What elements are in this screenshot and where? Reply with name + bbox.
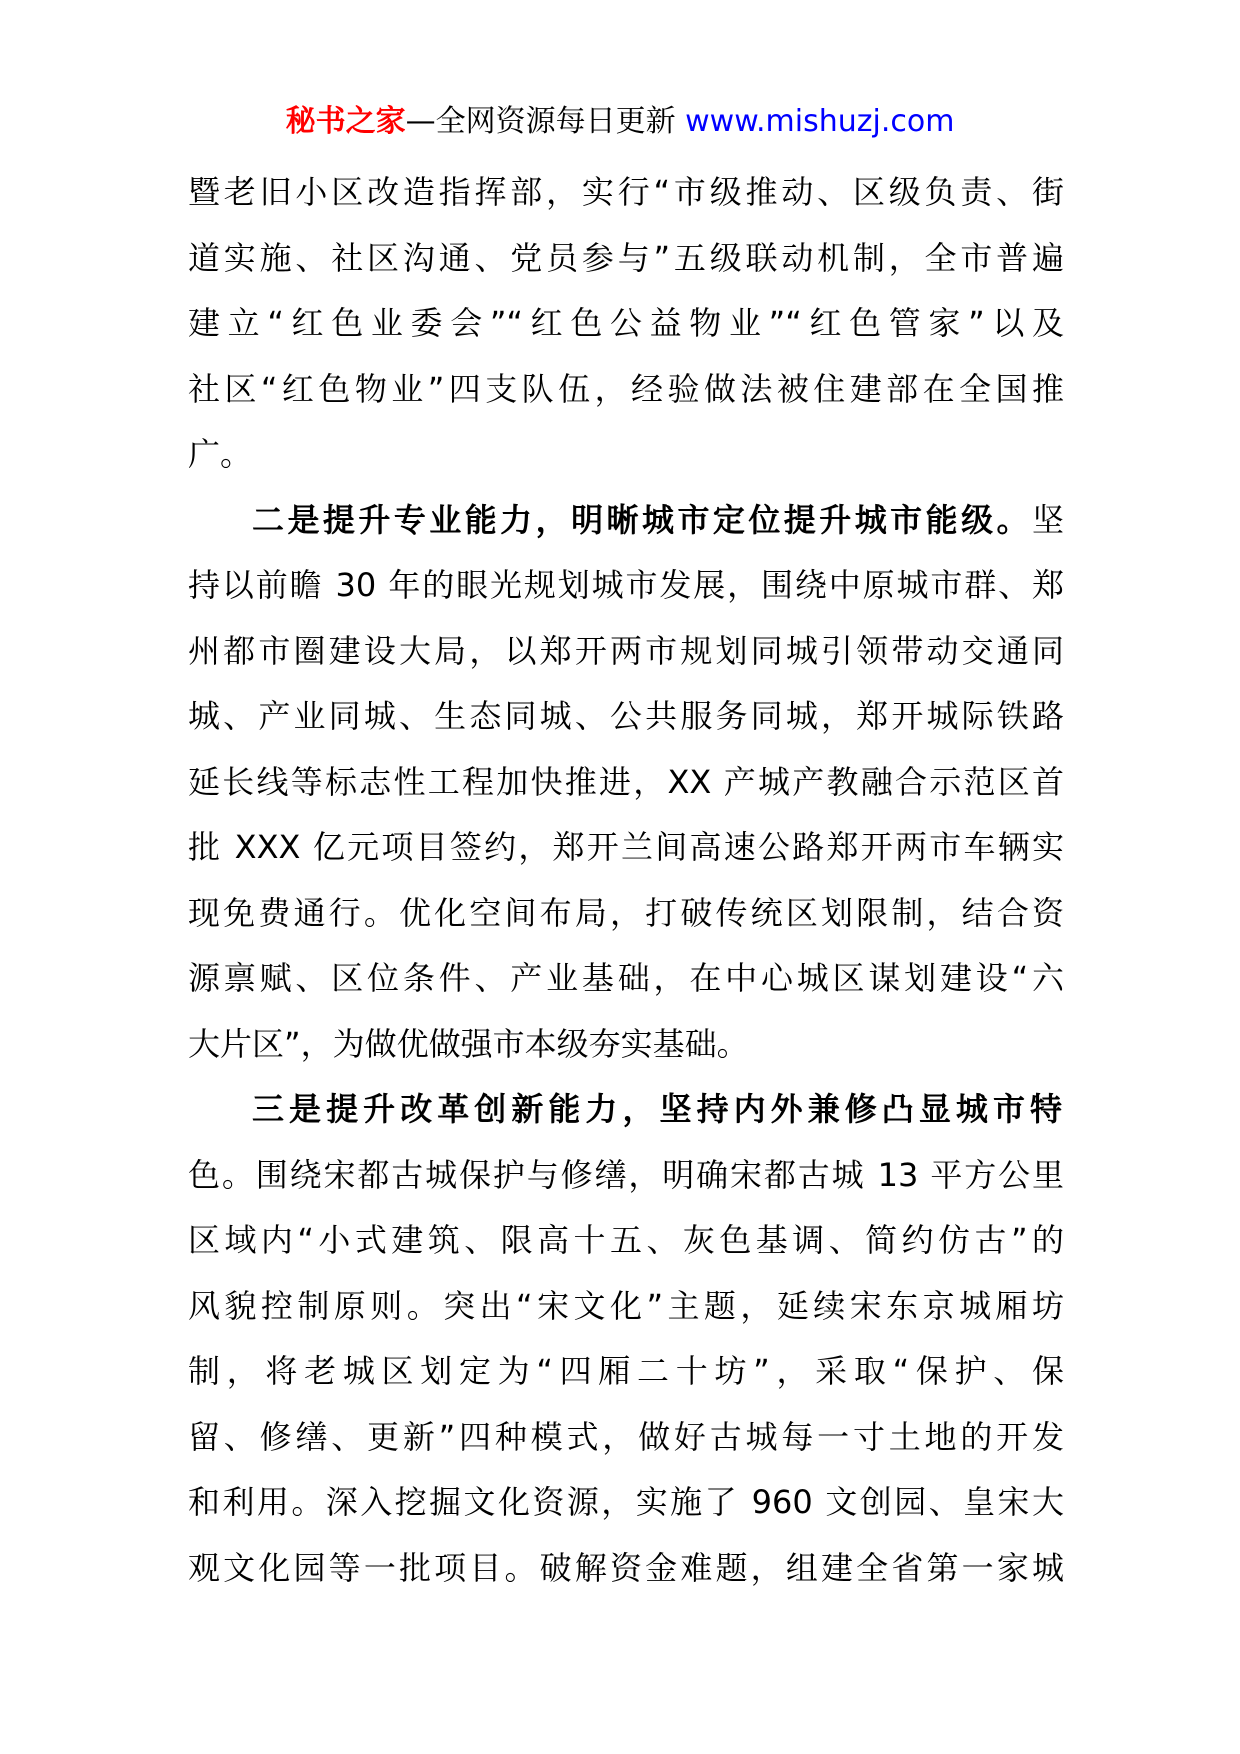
text-line: 风貌控制原则。突出“宋文化”主题，延续宋东京城厢坊 [188,1286,1064,1325]
text-line: 大片区”，为做优做强市本级夯实基础。 [188,1024,749,1063]
site-url-link[interactable]: www.mishuzj.com [685,104,955,139]
text-line: 制，将老城区划定为“四厢二十坊”，采取“保护、保 [188,1352,1064,1390]
site-header [0,102,1240,142]
paragraph-lead-line [188,488,1064,554]
text-line: 批 XXX 亿元项目签约，郑开兰间高速公路郑开两市车辆实 [188,828,1064,866]
text-line: 区域内“小式建筑、限高十五、灰色基调、简约仿古”的 [188,1221,1064,1259]
text-line: 色。围绕宋都古城保护与修缮，明确宋都古城 13 平方公里 [188,1155,1064,1194]
text-line: 观文化园等一批项目。破解资金难题，组建全省第一家城 [188,1548,1064,1587]
paragraph-1 [188,160,1064,488]
brand-name: 秘书之家 [285,104,406,139]
text-line: 社区“红色物业”四支队伍，经验做法被住建部在全国推 [188,369,1064,408]
paragraph-lead-rest: 坚 [1031,500,1064,539]
text-line: 州都市圈建设大局，以郑开两市规划同城引领带动交通同 [188,631,1064,670]
text-line: 留、修缮、更新”四种模式，做好古城每一寸土地的开发 [188,1417,1064,1456]
text-line: 源禀赋、区位条件、产业基础，在中心城区谋划建设“六 [188,959,1064,997]
paragraph-2 [188,488,1064,1078]
paragraph-lead-line [188,1077,1064,1143]
paragraph-3 [188,1077,1064,1601]
text-line: 建立“红色业委会”“红色公益物业”“红色管家”以及 [188,304,1064,342]
paragraph-lead-heading: 二是提升专业能力，明晰城市定位提升城市能级。 [252,500,1032,539]
text-line: 现免费通行。优化空间布局，打破传统区划限制，结合资 [188,893,1064,932]
text-line: 广。 [188,435,253,473]
text-line: 道实施、社区沟通、党员参与”五级联动机制，全市普遍 [188,238,1064,277]
header-tagline: —全网资源每日更新 [405,104,686,139]
text-line: 城、产业同城、生态同城、公共服务同城，郑开城际铁路 [188,697,1064,735]
document-body [188,160,1064,1601]
text-line: 持以前瞻 30 年的眼光规划城市发展，围绕中原城市群、郑 [188,566,1064,604]
paragraph-lead-heading: 三是提升改革创新能力，坚持内外兼修凸显城市特 [252,1090,1064,1128]
text-line: 和利用。深入挖掘文化资源，实施了 960 文创园、皇宋大 [188,1483,1064,1521]
text-line: 暨老旧小区改造指挥部，实行“市级推动、区级负责、街 [188,173,1064,211]
text-line: 延长线等标志性工程加快推进，XX 产城产教融合示范区首 [188,762,1064,801]
